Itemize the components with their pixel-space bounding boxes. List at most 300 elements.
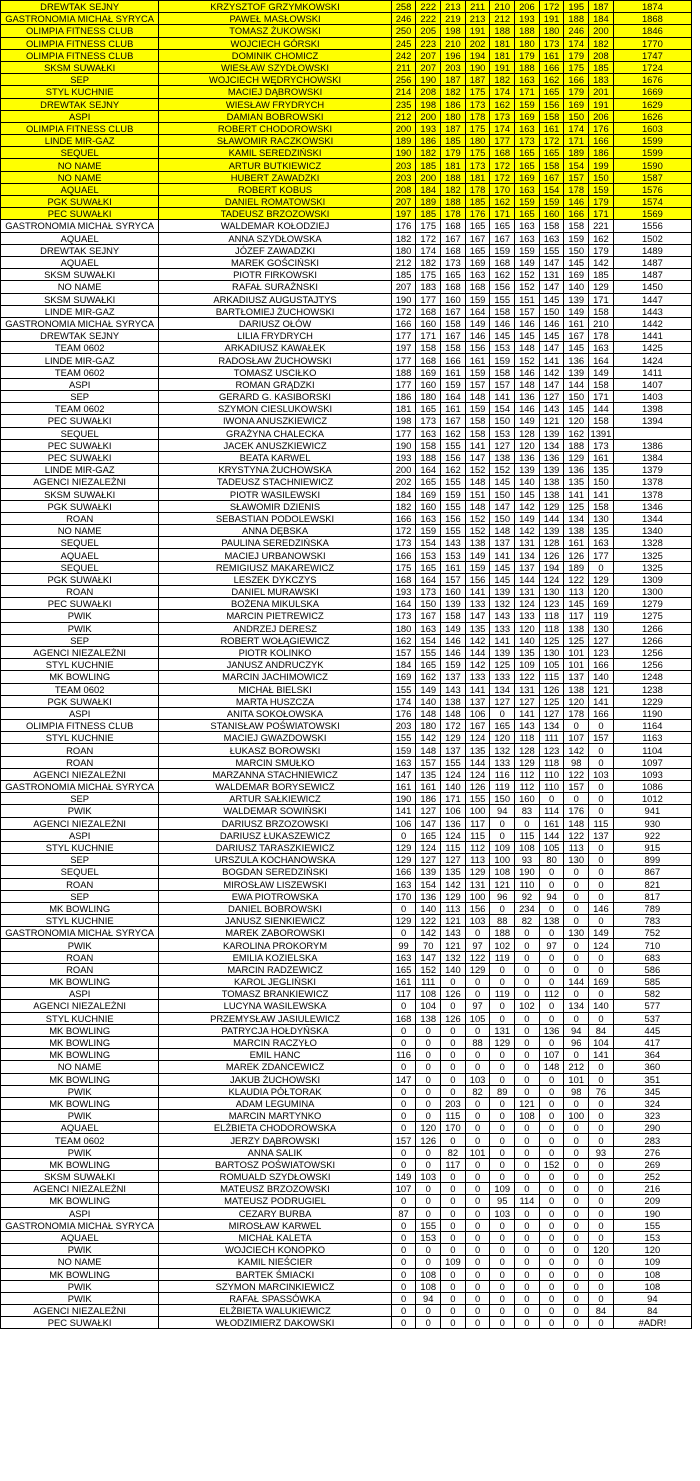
total-cell: 1093 [613, 768, 691, 780]
game-score-cell: 154 [539, 183, 564, 195]
game-score-cell: 0 [441, 1292, 466, 1304]
game-score-cell: 148 [539, 1061, 564, 1073]
game-score-cell: 175 [465, 86, 490, 98]
player-cell: JANUSZ SIENKIEWICZ [159, 915, 391, 927]
game-score-cell: 120 [564, 695, 589, 707]
total-cell: 323 [613, 1110, 691, 1122]
total-cell: 1325 [613, 549, 691, 561]
total-cell: 417 [613, 1036, 691, 1048]
game-score-cell: 0 [564, 1049, 589, 1061]
player-cell: DARIUSZ ŁUKASZEWICZ [159, 829, 391, 841]
total-cell: 155 [613, 1219, 691, 1231]
total-cell: 915 [613, 841, 691, 853]
game-score-cell: 0 [539, 1110, 564, 1122]
player-cell: PAULINA SEREDZIŃSKA [159, 537, 391, 549]
game-score-cell: 200 [416, 171, 441, 183]
game-score-cell: 0 [391, 1085, 416, 1097]
game-score-cell: 242 [391, 49, 416, 61]
game-score-cell: 132 [490, 598, 515, 610]
game-score-cell: 0 [441, 1073, 466, 1085]
game-score-cell: 0 [515, 1012, 540, 1024]
game-score-cell: 184 [589, 13, 614, 25]
game-score-cell: 168 [490, 256, 515, 268]
game-score-cell: 0 [515, 1122, 540, 1134]
game-score-cell: 139 [416, 866, 441, 878]
player-cell: REMIGIUSZ MAKAREWICZ [159, 561, 391, 573]
game-score-cell: 76 [589, 1085, 614, 1097]
game-score-cell: 107 [564, 732, 589, 744]
game-score-cell: 172 [490, 159, 515, 171]
game-score-cell: 0 [441, 1061, 466, 1073]
total-cell: 445 [613, 1024, 691, 1036]
game-score-cell: 0 [564, 1158, 589, 1170]
game-score-cell: 142 [441, 878, 466, 890]
player-cell: ANDRZEJ DERESZ [159, 622, 391, 634]
game-score-cell: 170 [441, 1122, 466, 1134]
table-row [1, 476, 692, 488]
game-score-cell: 127 [490, 439, 515, 451]
game-score-cell: 190 [391, 147, 416, 159]
game-score-cell: 0 [564, 951, 589, 963]
game-score-cell: 124 [515, 598, 540, 610]
game-score-cell: 155 [416, 646, 441, 658]
game-score-cell: 0 [564, 1280, 589, 1292]
total-cell: 1300 [613, 586, 691, 598]
game-score-cell: 161 [564, 317, 589, 329]
game-score-cell: 131 [490, 1024, 515, 1036]
game-score-cell: 130 [539, 646, 564, 658]
game-score-cell: 0 [564, 1219, 589, 1231]
table-row [1, 732, 692, 744]
player-cell: MATEUSZ PODRUGIEL [159, 1195, 391, 1207]
game-score-cell: 168 [465, 281, 490, 293]
game-score-cell: 173 [465, 159, 490, 171]
game-score-cell: 161 [441, 403, 466, 415]
game-score-cell: 0 [515, 1305, 540, 1317]
table-row [1, 37, 692, 49]
game-score-cell: 0 [539, 1036, 564, 1048]
game-score-cell: 0 [589, 866, 614, 878]
club-cell: TEAM 0602 [1, 366, 159, 378]
game-score-cell: 188 [564, 439, 589, 451]
game-score-cell: 148 [441, 707, 466, 719]
game-score-cell: 0 [515, 1073, 540, 1085]
player-cell: MARCIN JACHIMOWICZ [159, 671, 391, 683]
player-cell: DARIUSZ OŁÓW [159, 317, 391, 329]
total-cell: 1502 [613, 232, 691, 244]
game-score-cell: 0 [515, 1244, 540, 1256]
game-score-cell: 146 [490, 317, 515, 329]
game-score-cell: 200 [416, 110, 441, 122]
game-score-cell: 137 [589, 829, 614, 841]
game-score-cell: 147 [539, 342, 564, 354]
game-score-cell: 183 [416, 281, 441, 293]
game-score-cell: 126 [539, 683, 564, 695]
game-score-cell: 168 [391, 1012, 416, 1024]
total-cell: 585 [613, 976, 691, 988]
game-score-cell: 149 [465, 317, 490, 329]
club-cell: MK BOWLING [1, 671, 159, 683]
player-cell: KRYSTYNA ŻUCHOWSKA [159, 464, 391, 476]
game-score-cell: 0 [589, 1183, 614, 1195]
total-cell: 1599 [613, 147, 691, 159]
game-score-cell: 115 [441, 1110, 466, 1122]
total-cell: 899 [613, 854, 691, 866]
game-score-cell: 162 [564, 427, 589, 439]
game-score-cell: 0 [416, 1256, 441, 1268]
club-cell: AQUAEL [1, 232, 159, 244]
total-cell: #ADR! [613, 1317, 691, 1329]
table-row [1, 622, 692, 634]
game-score-cell: 0 [391, 829, 416, 841]
game-score-cell: 212 [391, 256, 416, 268]
club-cell: PGK SUWAŁKI [1, 695, 159, 707]
total-cell: 789 [613, 902, 691, 914]
game-score-cell: 132 [490, 744, 515, 756]
game-score-cell: 186 [391, 391, 416, 403]
club-cell: STYL KUCHNIE [1, 732, 159, 744]
game-score-cell: 148 [465, 476, 490, 488]
game-score-cell: 139 [539, 427, 564, 439]
game-score-cell: 147 [416, 951, 441, 963]
game-score-cell: 156 [539, 98, 564, 110]
game-score-cell: 0 [465, 1110, 490, 1122]
club-cell: SEQUEL [1, 537, 159, 549]
club-cell: SEP [1, 793, 159, 805]
game-score-cell: 131 [515, 586, 540, 598]
table-row [1, 269, 692, 281]
game-score-cell: 101 [564, 1073, 589, 1085]
game-score-cell: 107 [391, 1183, 416, 1195]
game-score-cell: 170 [391, 890, 416, 902]
game-score-cell: 179 [589, 244, 614, 256]
game-score-cell: 103 [465, 1073, 490, 1085]
game-score-cell: 123 [539, 744, 564, 756]
game-score-cell: 152 [465, 525, 490, 537]
player-cell: RAFAŁ SURAŻNSKI [159, 281, 391, 293]
total-cell: 1669 [613, 86, 691, 98]
game-score-cell: 142 [465, 634, 490, 646]
game-score-cell: 0 [515, 1231, 540, 1243]
game-score-cell: 219 [441, 13, 466, 25]
club-cell: PEC SUWAŁKI [1, 598, 159, 610]
player-cell: ROMUALD SZYDŁOWSKI [159, 1171, 391, 1183]
game-score-cell: 94 [564, 1024, 589, 1036]
game-score-cell: 0 [441, 1207, 466, 1219]
club-cell: AQUAEL [1, 1122, 159, 1134]
player-cell: PIOTR FIRKOWSKI [159, 269, 391, 281]
club-cell: LINDE MIR-GAZ [1, 135, 159, 147]
club-cell: DREWTAK SEJNY [1, 1, 159, 13]
game-score-cell: 0 [465, 1219, 490, 1231]
table-row [1, 1061, 692, 1073]
game-score-cell: 214 [391, 86, 416, 98]
game-score-cell: 0 [416, 1024, 441, 1036]
table-row [1, 1292, 692, 1304]
game-score-cell: 193 [416, 122, 441, 134]
player-cell: DANIEL MURAWSKI [159, 586, 391, 598]
game-score-cell: 181 [465, 171, 490, 183]
game-score-cell: 165 [391, 963, 416, 975]
game-score-cell: 134 [490, 683, 515, 695]
game-score-cell: 103 [416, 1171, 441, 1183]
game-score-cell: 185 [465, 196, 490, 208]
player-cell: JERZY DĄBROWSKI [159, 1134, 391, 1146]
game-score-cell: 153 [490, 427, 515, 439]
game-score-cell: 198 [441, 25, 466, 37]
game-score-cell: 139 [441, 598, 466, 610]
game-score-cell: 0 [465, 1317, 490, 1329]
game-score-cell: 129 [465, 963, 490, 975]
game-score-cell: 149 [589, 927, 614, 939]
game-score-cell: 169 [465, 256, 490, 268]
player-cell: GRAŻYNA CHALECKA [159, 427, 391, 439]
game-score-cell: 177 [391, 354, 416, 366]
game-score-cell: 162 [416, 671, 441, 683]
game-score-cell: 169 [515, 110, 540, 122]
player-cell: ANNA SZYDŁOWSKA [159, 232, 391, 244]
game-score-cell: 146 [465, 330, 490, 342]
table-row [1, 1317, 692, 1329]
table-row [1, 744, 692, 756]
table-row [1, 293, 692, 305]
game-score-cell: 140 [515, 476, 540, 488]
game-score-cell: 194 [539, 561, 564, 573]
game-score-cell: 191 [589, 98, 614, 110]
total-cell: 1487 [613, 269, 691, 281]
game-score-cell: 0 [490, 1219, 515, 1231]
game-score-cell: 0 [515, 1268, 540, 1280]
game-score-cell: 188 [515, 61, 540, 73]
game-score-cell: 135 [564, 476, 589, 488]
game-score-cell: 89 [490, 1085, 515, 1097]
game-score-cell: 106 [391, 817, 416, 829]
game-score-cell: 0 [515, 1207, 540, 1219]
game-score-cell: 173 [391, 610, 416, 622]
game-score-cell: 100 [465, 890, 490, 902]
game-score-cell: 188 [490, 25, 515, 37]
player-cell: TOMASZ USCIŁKO [159, 366, 391, 378]
game-score-cell: 163 [515, 122, 540, 134]
game-score-cell: 0 [465, 1305, 490, 1317]
player-cell: MIROSŁAW LISZEWSKI [159, 878, 391, 890]
game-score-cell: 0 [416, 1146, 441, 1158]
game-score-cell: 149 [391, 1171, 416, 1183]
total-cell: 153 [613, 1231, 691, 1243]
game-score-cell: 152 [465, 464, 490, 476]
game-score-cell: 0 [490, 1244, 515, 1256]
game-score-cell: 132 [441, 951, 466, 963]
game-score-cell: 208 [416, 86, 441, 98]
game-score-cell: 102 [515, 1000, 540, 1012]
game-score-cell: 186 [441, 98, 466, 110]
table-row [1, 122, 692, 134]
game-score-cell: 115 [589, 817, 614, 829]
game-score-cell: 0 [465, 1061, 490, 1073]
game-score-cell: 113 [465, 854, 490, 866]
game-score-cell: 0 [539, 1244, 564, 1256]
game-score-cell: 212 [490, 13, 515, 25]
game-score-cell: 174 [391, 695, 416, 707]
game-score-cell: 164 [441, 391, 466, 403]
game-score-cell: 0 [490, 1049, 515, 1061]
game-score-cell: 159 [465, 293, 490, 305]
game-score-cell: 126 [441, 988, 466, 1000]
total-cell: 1378 [613, 476, 691, 488]
game-score-cell: 157 [441, 573, 466, 585]
total-cell: 1346 [613, 500, 691, 512]
game-score-cell: 154 [416, 537, 441, 549]
game-score-cell: 178 [564, 183, 589, 195]
game-score-cell: 159 [441, 659, 466, 671]
game-score-cell: 140 [416, 695, 441, 707]
table-row [1, 841, 692, 853]
game-score-cell: 159 [391, 744, 416, 756]
game-score-cell: 0 [490, 1305, 515, 1317]
total-cell: 867 [613, 866, 691, 878]
player-cell: STANISŁAW POŚWIATOWSKI [159, 720, 391, 732]
game-score-cell: 211 [391, 61, 416, 73]
game-score-cell: 177 [391, 427, 416, 439]
game-score-cell: 155 [391, 683, 416, 695]
game-score-cell: 121 [441, 939, 466, 951]
total-cell: 1599 [613, 135, 691, 147]
game-score-cell: 171 [589, 293, 614, 305]
player-cell: ADAM LEGUMINA [159, 1097, 391, 1109]
player-cell: RADOSŁAW ŻUCHOWSKI [159, 354, 391, 366]
game-score-cell: 191 [539, 13, 564, 25]
game-score-cell: 0 [465, 1256, 490, 1268]
table-row [1, 183, 692, 195]
game-score-cell: 0 [539, 963, 564, 975]
game-score-cell: 133 [465, 671, 490, 683]
game-score-cell: 203 [391, 171, 416, 183]
club-cell: PWIK [1, 1146, 159, 1158]
game-score-cell: 147 [391, 1073, 416, 1085]
game-score-cell: 166 [539, 61, 564, 73]
game-score-cell: 0 [589, 805, 614, 817]
game-score-cell: 167 [465, 232, 490, 244]
total-cell: 1846 [613, 25, 691, 37]
game-score-cell: 162 [490, 196, 515, 208]
game-score-cell: 0 [589, 1256, 614, 1268]
total-cell: 1275 [613, 610, 691, 622]
game-score-cell: 0 [515, 1183, 540, 1195]
game-score-cell: 0 [391, 927, 416, 939]
game-score-cell: 153 [416, 1231, 441, 1243]
table-row [1, 829, 692, 841]
club-cell: SEQUEL [1, 866, 159, 878]
table-row [1, 464, 692, 476]
game-score-cell: 120 [515, 622, 540, 634]
game-score-cell: 188 [441, 196, 466, 208]
total-cell: 537 [613, 1012, 691, 1024]
game-score-cell: 161 [391, 976, 416, 988]
game-score-cell: 105 [539, 659, 564, 671]
game-score-cell: 0 [589, 988, 614, 1000]
game-score-cell: 0 [490, 1292, 515, 1304]
game-score-cell: 139 [539, 525, 564, 537]
game-score-cell: 0 [391, 1146, 416, 1158]
player-cell: BARTEK ŚMIACKI [159, 1268, 391, 1280]
game-score-cell: 188 [391, 366, 416, 378]
club-cell: MK BOWLING [1, 1195, 159, 1207]
table-row [1, 707, 692, 719]
game-score-cell: 127 [490, 695, 515, 707]
player-cell: GERARD G. KASIBORSKI [159, 391, 391, 403]
game-score-cell: 188 [416, 451, 441, 463]
table-row [1, 1134, 692, 1146]
club-cell: SKSM SUWAŁKI [1, 293, 159, 305]
game-score-cell: 159 [490, 354, 515, 366]
game-score-cell: 173 [515, 135, 540, 147]
game-score-cell: 0 [589, 878, 614, 890]
game-score-cell: 105 [539, 841, 564, 853]
table-row [1, 768, 692, 780]
game-score-cell: 0 [564, 1146, 589, 1158]
game-score-cell: 160 [441, 293, 466, 305]
game-score-cell: 185 [589, 269, 614, 281]
table-row [1, 330, 692, 342]
game-score-cell: 116 [490, 768, 515, 780]
game-score-cell: 0 [589, 1219, 614, 1231]
game-score-cell: 0 [539, 1085, 564, 1097]
game-score-cell: 187 [441, 122, 466, 134]
game-score-cell: 158 [465, 427, 490, 439]
game-score-cell: 175 [391, 561, 416, 573]
game-score-cell: 128 [539, 537, 564, 549]
game-score-cell: 198 [416, 98, 441, 110]
game-score-cell: 143 [515, 720, 540, 732]
club-cell: NO NAME [1, 171, 159, 183]
game-score-cell: 141 [465, 586, 490, 598]
club-cell: AGENCI NIEZALEŻNI [1, 646, 159, 658]
game-score-cell: 0 [515, 939, 540, 951]
game-score-cell: 0 [441, 976, 466, 988]
club-cell: STYL KUCHNIE [1, 86, 159, 98]
game-score-cell: 158 [441, 317, 466, 329]
total-cell: 1556 [613, 220, 691, 232]
game-score-cell: 114 [515, 1195, 540, 1207]
table-row [1, 439, 692, 451]
game-score-cell: 0 [589, 1280, 614, 1292]
club-cell: NO NAME [1, 281, 159, 293]
table-row [1, 110, 692, 122]
game-score-cell: 0 [441, 1195, 466, 1207]
game-score-cell: 199 [589, 159, 614, 171]
game-score-cell: 0 [416, 1195, 441, 1207]
total-cell: 1384 [613, 451, 691, 463]
game-score-cell: 0 [564, 720, 589, 732]
table-row [1, 451, 692, 463]
club-cell: AGENCI NIEZALEŻNI [1, 1183, 159, 1195]
game-score-cell: 145 [490, 330, 515, 342]
game-score-cell: 146 [441, 634, 466, 646]
game-score-cell: 186 [416, 793, 441, 805]
game-score-cell: 121 [490, 878, 515, 890]
player-cell: MICHAŁ KALETA [159, 1231, 391, 1243]
game-score-cell: 138 [490, 451, 515, 463]
table-row [1, 671, 692, 683]
club-cell: PWIK [1, 805, 159, 817]
game-score-cell: 108 [416, 1280, 441, 1292]
game-score-cell: 208 [589, 49, 614, 61]
game-score-cell: 137 [490, 537, 515, 549]
total-cell: 1868 [613, 13, 691, 25]
club-cell: ASPI [1, 378, 159, 390]
total-cell: 216 [613, 1183, 691, 1195]
game-score-cell: 127 [515, 695, 540, 707]
